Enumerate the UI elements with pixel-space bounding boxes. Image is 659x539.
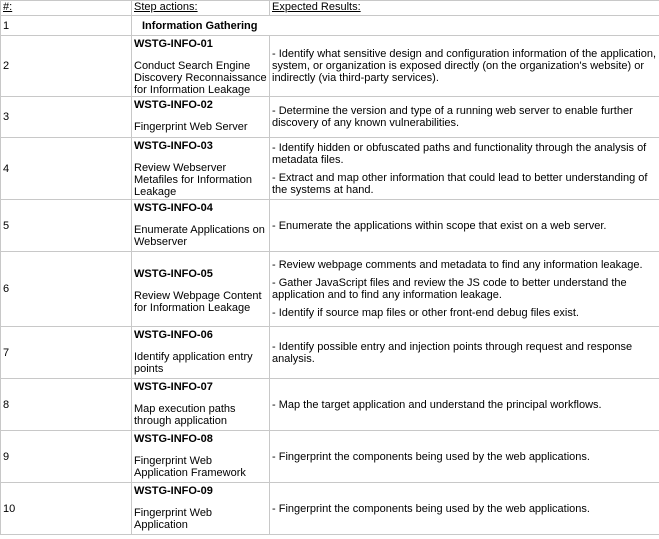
step-action-cell [132, 379, 270, 431]
step-action-cell [132, 36, 270, 97]
table-row [1, 483, 659, 535]
expected-results-cell [270, 97, 659, 138]
expected-results-cell [270, 200, 659, 252]
row-number: 3 [1, 97, 132, 138]
expected-results-cell [270, 431, 659, 483]
step-action-cell [132, 483, 270, 535]
step-action-cell [132, 431, 270, 483]
expected-result-item: - Identify possible entry and injection points through request and response analysis. [272, 340, 633, 365]
row-number: 9 [1, 431, 132, 483]
expected-result-item: - Enumerate the applications within scope that exist on a web server. [272, 219, 607, 232]
table-row [1, 36, 659, 97]
test-name: Fingerprint Web Server [134, 121, 248, 133]
expected-result-item: - Identify if source map files or other front-end debug files exist. [272, 307, 579, 319]
test-id: WSTG-INFO-04 [134, 202, 213, 214]
test-name: Identify application entry points [134, 351, 253, 375]
row-number: 6 [1, 252, 132, 327]
row-number: 7 [1, 327, 132, 379]
row-number: 10 [1, 483, 132, 535]
test-id: WSTG-INFO-08 [134, 433, 213, 445]
test-name: Fingerprint Web Application [134, 507, 213, 531]
test-id: WSTG-INFO-05 [134, 268, 213, 280]
expected-results-cell [270, 327, 659, 379]
test-id: WSTG-INFO-01 [134, 38, 213, 50]
expected-result-item: - Fingerprint the components being used by the web applications. [272, 502, 590, 515]
expected-results-cell [270, 36, 659, 97]
test-id: WSTG-INFO-02 [134, 99, 213, 111]
expected-results-cell [270, 379, 659, 431]
expected-results-cell [270, 138, 659, 200]
test-name: Review Webserver Metafiles for Information Leakage [134, 162, 252, 198]
test-id: WSTG-INFO-07 [134, 381, 213, 393]
test-id: WSTG-INFO-09 [134, 485, 213, 497]
step-action-cell [132, 97, 270, 138]
header-step-actions: Step actions: [132, 1, 270, 16]
expected-result-item: - Identify hidden or obfuscated paths and functionality through the analysis of metadata files. [272, 141, 647, 166]
section-num: 1 [1, 16, 132, 36]
row-number: 4 [1, 138, 132, 200]
test-name: Review Webpage Content for Information Leakage [134, 290, 262, 314]
expected-result-item: - Map the target application and understand the principal workflows. [272, 398, 602, 411]
step-action-cell [132, 252, 270, 327]
row-number: 8 [1, 379, 132, 431]
test-name: Conduct Search Engine Discovery Reconnaissance for Information Leakage [134, 60, 267, 96]
row-number: 2 [1, 36, 132, 97]
table-row [1, 252, 659, 327]
header-num: #: [1, 1, 132, 16]
test-id: WSTG-INFO-06 [134, 329, 213, 341]
table-row [1, 431, 659, 483]
table-row [1, 379, 659, 431]
test-id: WSTG-INFO-03 [134, 140, 213, 152]
expected-result-item: - Gather JavaScript files and review the JS code to better understand the application and to find any information leakage. [272, 277, 627, 301]
expected-result-item: - Fingerprint the components being used by the web applications. [272, 450, 590, 463]
expected-result-item: - Determine the version and type of a running web server to enable further discovery of any known vulnerabilities. [272, 105, 633, 129]
expected-result-item: - Identify what sensitive design and configuration information of the application, system, or organization is exposed directly (on the organization's website) or indirectly (via third-party services). [272, 48, 657, 84]
table-row [1, 97, 659, 138]
test-name: Fingerprint Web Application Framework [134, 455, 246, 479]
header-expected-results: Expected Results: [270, 1, 659, 16]
table-row [1, 200, 659, 252]
step-action-cell [132, 327, 270, 379]
test-name: Enumerate Applications on Webserver [134, 224, 265, 248]
step-action-cell [132, 138, 270, 200]
expected-results-cell [270, 252, 659, 327]
table-row [1, 138, 659, 200]
table-row [1, 327, 659, 379]
step-action-cell [132, 200, 270, 252]
section-row [1, 16, 659, 36]
row-number: 5 [1, 200, 132, 252]
expected-results-cell [270, 483, 659, 535]
expected-result-item: - Extract and map other information that could lead to better understanding of the systems at hand. [272, 171, 648, 196]
section-title: Information Gathering [132, 16, 659, 36]
header-row [1, 1, 659, 16]
expected-result-item: - Review webpage comments and metadata to find any information leakage. [272, 259, 643, 271]
test-name: Map execution paths through application [134, 403, 236, 427]
